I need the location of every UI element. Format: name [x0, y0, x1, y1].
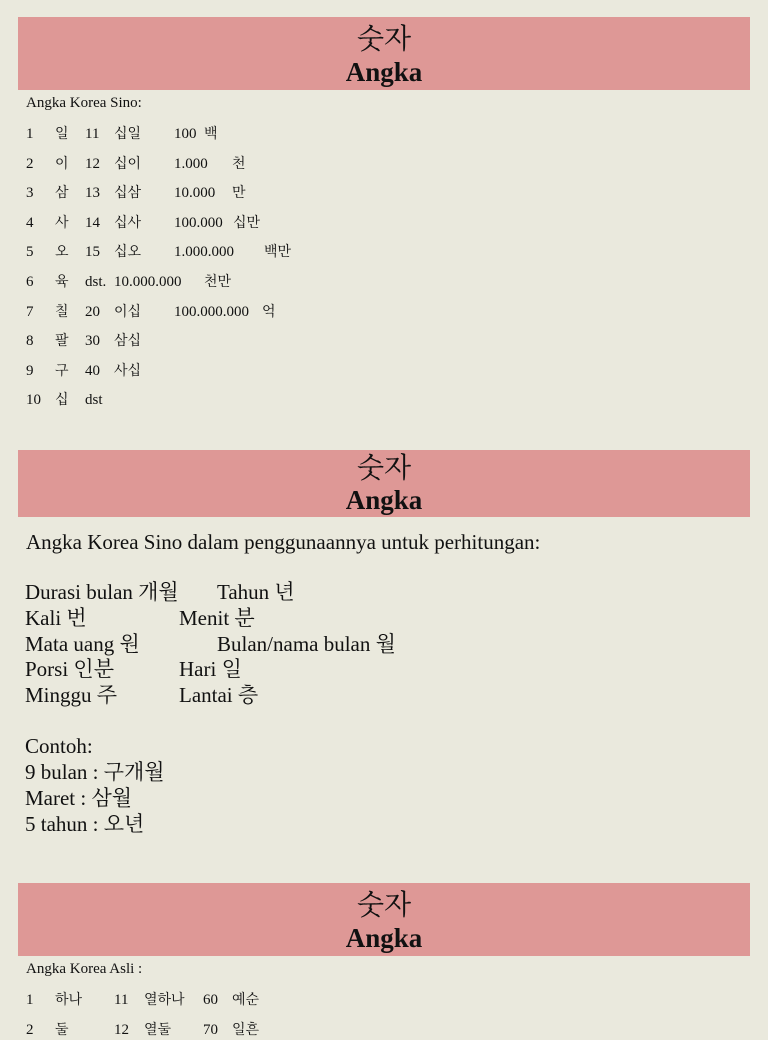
table-cell: 천만	[204, 274, 232, 290]
table-cell: 4	[26, 214, 34, 231]
slide-title-banner	[18, 883, 750, 956]
table-row	[0, 124, 768, 144]
table-cell: 팔	[55, 333, 69, 350]
unit-left-1: Kali 번	[25, 606, 87, 630]
title-indonesian: Angka	[345, 923, 423, 953]
table-cell: 1.000	[174, 155, 208, 172]
table-cell: 3	[26, 185, 34, 202]
table-row	[0, 154, 768, 174]
title-korean: 숫자	[356, 888, 412, 921]
unit-left-3: Porsi 인분	[25, 657, 115, 681]
table-row	[0, 390, 768, 410]
table-cell: 구	[55, 362, 69, 379]
unit-right-4: Lantai 층	[179, 683, 259, 707]
table-cell: 100	[174, 126, 197, 142]
table-cell: 칠	[55, 303, 69, 320]
table-cell: 6	[26, 274, 34, 290]
table-cell: dst	[85, 392, 103, 409]
table-cell: 열둘	[144, 1021, 172, 1038]
table-cell: 억	[262, 303, 276, 320]
slide-sino-numbers	[0, 0, 768, 440]
table-row	[0, 272, 768, 292]
table-cell: 10	[26, 392, 41, 409]
table-row	[0, 990, 768, 1010]
example-0: 9 bulan : 구개월	[25, 760, 165, 784]
intro-text: Angka Korea Sino dalam penggunaannya untuk perhitungan:	[26, 530, 541, 554]
table-row	[0, 183, 768, 203]
unit-right-0: Tahun 년	[217, 580, 295, 604]
table-cell: 9	[26, 362, 34, 379]
table-cell: dst.	[85, 274, 107, 290]
table-cell: 하나	[55, 992, 83, 1008]
table-cell: 사십	[114, 362, 142, 379]
table-cell: 사	[55, 214, 69, 231]
unit-left-0: Durasi bulan 개월	[25, 580, 179, 604]
unit-left-4: Minggu 주	[25, 683, 118, 707]
table-cell: 이십	[114, 303, 142, 320]
table-cell: 12	[114, 1021, 129, 1038]
title-korean: 숫자	[356, 451, 412, 484]
table-cell: 5	[26, 244, 34, 261]
table-cell: 만	[232, 185, 246, 202]
table-cell: 20	[85, 303, 100, 320]
table-cell: 예순	[232, 992, 260, 1008]
table-cell: 일흔	[232, 1021, 260, 1038]
unit-right-1: Menit 분	[179, 606, 255, 630]
table-row	[0, 242, 768, 262]
table-cell: 70	[203, 1021, 218, 1038]
table-cell: 15	[85, 244, 100, 261]
table-cell: 삼십	[114, 333, 142, 350]
table-cell: 십삼	[114, 185, 142, 202]
table-cell: 1.000.000	[174, 244, 234, 261]
table-cell: 100.000.000	[174, 303, 249, 320]
table-cell: 열하나	[144, 992, 185, 1008]
table-cell: 11	[114, 992, 129, 1008]
table-cell: 40	[85, 362, 100, 379]
table-cell: 100.000	[174, 214, 223, 231]
slide-native-numbers	[0, 880, 768, 1038]
table-cell: 육	[55, 274, 69, 290]
table-row	[0, 331, 768, 351]
example-2: 5 tahun : 오년	[25, 812, 145, 836]
table-cell: 둘	[55, 1021, 69, 1038]
title-indonesian: Angka	[345, 485, 423, 515]
table-cell: 10.000.000	[114, 274, 182, 290]
example-title: Contoh:	[25, 734, 93, 758]
table-row	[0, 302, 768, 322]
slide-counter-units	[0, 440, 768, 880]
table-cell: 7	[26, 303, 34, 320]
table-cell: 8	[26, 333, 34, 350]
table-cell: 10.000	[174, 185, 216, 202]
table-cell: 1	[26, 126, 34, 142]
title-korean: 숫자	[356, 22, 412, 55]
unit-right-3: Hari 일	[179, 657, 242, 681]
table-cell: 30	[85, 333, 100, 350]
table-cell: 12	[85, 155, 100, 172]
title-indonesian: Angka	[345, 57, 423, 87]
table-cell: 십일	[114, 126, 142, 142]
table-cell: 백만	[264, 244, 292, 261]
table-cell: 1	[26, 992, 34, 1008]
unit-left-2: Mata uang 원	[25, 632, 140, 656]
table-cell: 60	[203, 992, 218, 1008]
slide-title-banner	[18, 450, 750, 517]
table-cell: 십만	[233, 214, 261, 231]
table-cell: 일	[55, 126, 69, 142]
table-cell: 13	[85, 185, 100, 202]
table-cell: 2	[26, 1021, 34, 1038]
table-cell: 삼	[55, 185, 69, 202]
table-row	[0, 213, 768, 233]
table-cell: 14	[85, 214, 100, 231]
table-cell: 십이	[114, 155, 142, 172]
table-cell: 이	[55, 155, 69, 172]
table-cell: 백	[204, 126, 218, 142]
section-caption: Angka Korea Sino:	[26, 95, 142, 111]
table-cell: 11	[85, 126, 100, 142]
table-cell: 십사	[114, 214, 142, 231]
table-cell: 천	[232, 155, 246, 172]
table-row	[0, 1020, 768, 1040]
section-caption: Angka Korea Asli :	[26, 961, 143, 977]
table-row	[0, 361, 768, 381]
table-cell: 2	[26, 155, 34, 172]
table-cell: 십	[55, 392, 69, 409]
unit-right-2: Bulan/nama bulan 월	[217, 632, 396, 656]
slide-title-banner	[18, 17, 750, 90]
table-cell: 오	[55, 244, 69, 261]
example-1: Maret : 삼월	[25, 786, 133, 810]
table-cell: 십오	[114, 244, 142, 261]
